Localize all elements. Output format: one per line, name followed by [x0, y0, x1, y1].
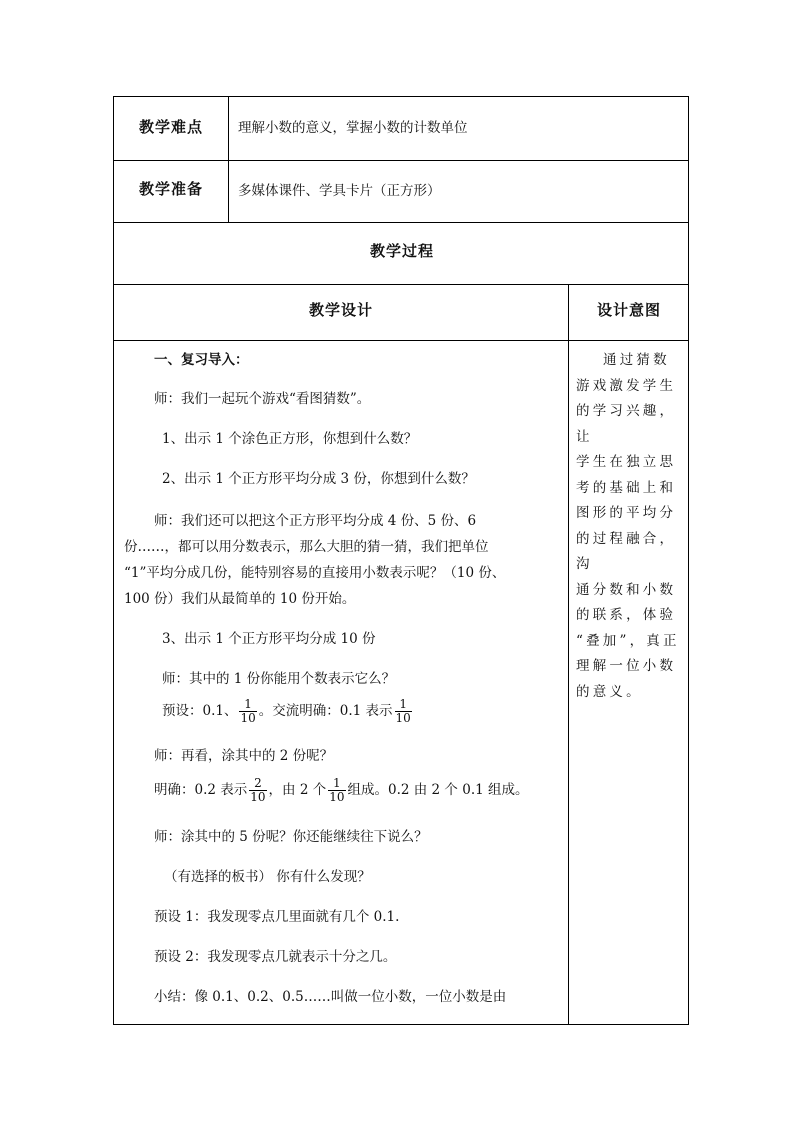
design-line: 100 份）我们从最简单的 10 份开始。: [124, 591, 356, 607]
design-text: 预设：0.1、: [162, 703, 238, 719]
intent-line: 图形的平均分: [576, 505, 677, 521]
design-text: 。交流明确：0.1 表示: [258, 703, 393, 719]
fraction-denominator: 10: [329, 790, 345, 804]
design-text: 明确：0.2 表示: [154, 782, 248, 798]
design-line: （有选择的板书） 你有什么发现？: [164, 869, 371, 885]
design-line-with-fraction: [154, 777, 528, 804]
design-line: 预设 2：我发现零点几就表示十分之几。: [154, 949, 397, 965]
design-line: 2、出示 1 个正方形平均分成 3 份，你想到什么数？: [162, 471, 475, 487]
intent-line: 的意义。: [576, 683, 643, 700]
column-divider: [568, 284, 569, 1025]
fraction-denominator: 10: [395, 711, 411, 725]
fraction: [395, 698, 412, 725]
difficulty-label: 教学难点: [138, 118, 203, 136]
design-line: 师：其中的 1 份你能用个数表示它么？: [162, 671, 396, 687]
intent-line: “叠加”，真正: [576, 632, 680, 649]
intent-line: 的学习兴趣，让: [576, 403, 677, 445]
preparation-label: 教学准备: [138, 180, 203, 198]
intent-line: 的联系，体验: [576, 607, 677, 623]
fraction-denominator: 10: [240, 711, 256, 725]
design-intent: [576, 348, 688, 705]
intent-line: 学生在独立思: [576, 454, 677, 470]
design-text: 组成。0.2 由 2 个 0.1 组成。: [347, 782, 529, 798]
intent-line: 的过程融合，沟: [576, 530, 677, 572]
design-line-with-fraction: [162, 698, 414, 725]
fraction: [328, 777, 345, 804]
column-divider: [228, 97, 229, 222]
preparation-value: 多媒体课件、学具卡片（正方形）: [238, 183, 441, 199]
design-line: 3、出示 1 个正方形平均分成 10 份: [162, 631, 376, 647]
difficulty-value: 理解小数的意义，掌握小数的计数单位: [238, 120, 468, 136]
intent-line: 通分数和小数: [576, 581, 677, 598]
intent-line: 理解一位小数: [576, 658, 677, 674]
row-divider: [114, 222, 688, 223]
intent-line: 游戏激发学生: [576, 377, 677, 394]
intent-header: 设计意图: [596, 301, 661, 319]
fraction-numerator: 1: [399, 697, 407, 711]
design-line: 1、出示 1 个涂色正方形，你想到什么数？: [162, 431, 418, 447]
intent-line: 考的基础上和: [576, 479, 677, 496]
design-line: 预设 1：我发现零点几里面就有几个 0.1.: [154, 909, 400, 925]
row-divider: [114, 160, 688, 161]
design-text: ，由 2 个: [268, 782, 327, 798]
fraction-numerator: 1: [244, 697, 252, 711]
fraction: [239, 698, 256, 725]
design-line: 份……，都可以用分数表示，那么大胆的猜一猜，我们把单位: [124, 539, 489, 555]
intent-line: 通过猜数: [603, 352, 670, 368]
design-line: 小结：像 0.1、0.2、0.5……叫做一位小数，一位小数是由: [154, 989, 507, 1005]
design-line: 师：我们还可以把这个正方形平均分成 4 份、5 份、6: [154, 513, 477, 529]
design-line: 师：涂其中的 5 份呢？你还能继续往下说么？: [154, 829, 428, 845]
lesson-plan-table: [113, 96, 689, 1025]
fraction-numerator: 1: [333, 776, 341, 790]
design-content: [114, 340, 568, 1025]
fraction-denominator: 10: [250, 790, 266, 804]
design-line: 师：我们一起玩个游戏“看图猜数”。: [154, 391, 371, 407]
fraction-numerator: 2: [254, 776, 262, 790]
design-line: 师：再看，涂其中的 2 份呢？: [154, 748, 334, 764]
process-title: 教学过程: [369, 242, 434, 260]
design-line: “1”平均分成几份，能特别容易的直接用小数表示呢？（10 份、: [124, 565, 506, 581]
row-divider: [114, 284, 688, 285]
design-header: 教学设计: [308, 301, 373, 319]
section-heading: 一、复习导入：: [154, 352, 249, 368]
fraction: [249, 777, 266, 804]
